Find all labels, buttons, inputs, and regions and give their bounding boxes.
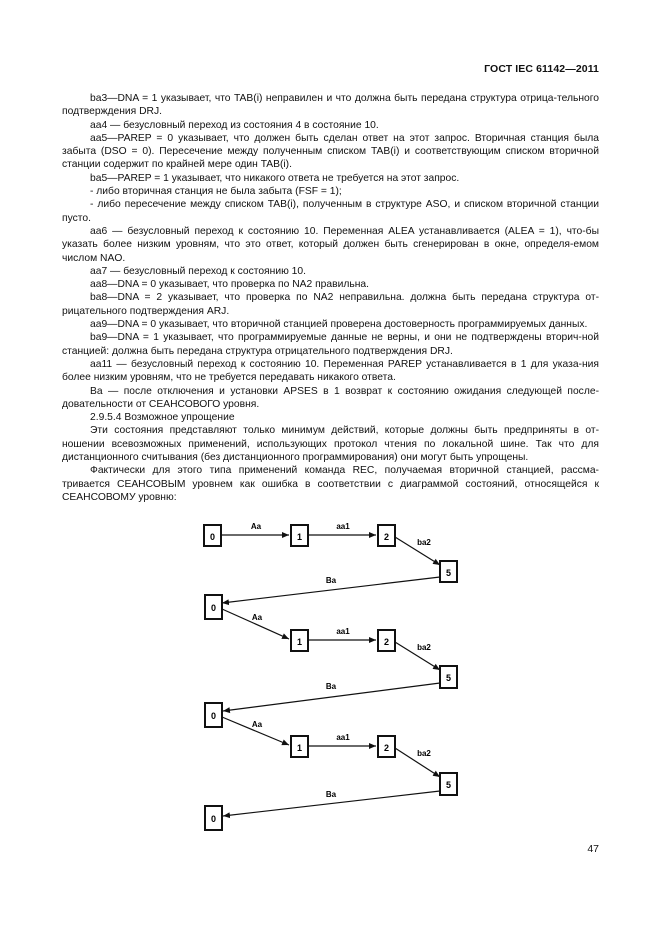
paragraph: aa4 — безусловный переход из состояния 4 в состояние 10. [90,119,379,131]
transition-label: aa1 [336,627,350,636]
state-label: 2 [383,743,390,753]
diagram-row-2 [205,595,457,711]
paragraph: Фактически для этого типа применений команда REC, получаемая вторичной станцией, рассма-тривается СЕАНСОВЫМ уровнем как ошибка в соответствии с диаграммой состояний, относящейся к СЕАНСОВОМУ уровню: [62,465,599,503]
paragraph: ba3—DNA = 1 указывает, что TAB(i) неправилен и что должна быть передана структура отрица-тельного подтверждения DRJ. [62,93,599,118]
state-label: 2 [383,532,390,542]
transition-label: aa1 [336,522,350,531]
state-label: 1 [296,532,303,542]
page-number: 47 [587,843,599,855]
paragraph: ba8—DNA = 2 указывает, что проверка по NA2 неправильна. должна быть передана структура от-рицательного подтверждения ARJ. [62,292,599,317]
paragraph: aa6 — безусловный переход к состоянию 10. Переменная ALEA устанавливается (ALEA = 1), что-бы указать более низким уровням, что это ответ, который должен быть сгенерирован в окне, определя-емом числом NAO. [62,225,599,264]
transition-label: ba2 [417,643,431,652]
state-diagram [0,505,661,845]
transition-label: ba2 [417,538,431,547]
state-label: 0 [209,532,216,542]
transition-label: Ba [325,576,337,585]
paragraph: ba9—DNA = 1 указывает, что программируемые данные не верны, и они не подтверждены вторич-ной станцией: должна быть передана структура отрицательного подтверждения DRJ. [62,332,599,357]
transition-label: ba2 [417,749,431,758]
paragraph: aa7 — безусловный переход к состоянию 10. [90,265,306,277]
state-label: 0 [210,711,217,721]
state-label: 1 [296,743,303,753]
diagram-row-1 [204,522,457,603]
paragraph: aa5—PAREP = 0 указывает, что должен быть сделан ответ на этот запрос. Вторичная станция была забыта (DSO = 0). Пересечение между полученным списком TAB(i) и соответствующим списком вторичной станции содержит по крайней мере один TAB(i). [62,132,599,171]
transition-label: Aa [250,522,262,531]
paragraph: - либо вторичная станция не была забыта (FSF = 1); [90,186,342,198]
paragraph: Эти состояния представляют только минимум действий, которые должны быть предприняты в от-ношении всевозможных применений, использующих протокол чтения по локальной шине. Так что для дистанционного считывания (без дистанционного программирования) они могут быть упрощены. [62,425,599,464]
state-label: 0 [210,814,217,824]
document-header: ГОСТ IEC 61142—2011 [484,63,599,75]
paragraph: aa11 — безусловный переход к состоянию 10. Переменная PAREP устанавливается в 1 для указа-ния более низким уровням, что не требуется передавать никакого ответа. [62,358,599,384]
transition-label: Aa [251,613,263,622]
paragraph: aa9—DNA = 0 указывает, что вторичной станцией проверена достоверность программируемых данных. [90,319,588,331]
transition-label: Ba [325,790,337,799]
paragraph: aa8—DNA = 0 указывает, что проверка по NA2 правильна. [90,279,370,291]
transition-label: aa1 [336,733,350,742]
section-heading: 2.9.5.4 Возможное упрощение [90,412,235,424]
diagram-row-3 [205,703,457,830]
state-label: 1 [296,637,303,647]
paragraph: Ba — после отключения и установки APSES в 1 возврат к состоянию ожидания следующей после-довательности от СЕАНСОВОГО уровня. [62,385,599,410]
state-label: 5 [445,673,452,683]
state-label: 5 [445,568,452,578]
state-label: 0 [210,603,217,613]
state-label: 2 [383,637,390,647]
transition-label: Aa [251,720,263,729]
body-text [62,92,599,504]
paragraph: - либо пересечение между списком TAB(i), полученным в структуре ASO, и списком вторичной станции пусто. [62,199,599,224]
state-diagram-svg [0,505,661,845]
state-label: 5 [445,780,452,790]
paragraph: ba5—PAREP = 1 указывает, что никакого ответа не требуется на этот запрос. [90,172,460,184]
transition-label: Ba [325,682,337,691]
